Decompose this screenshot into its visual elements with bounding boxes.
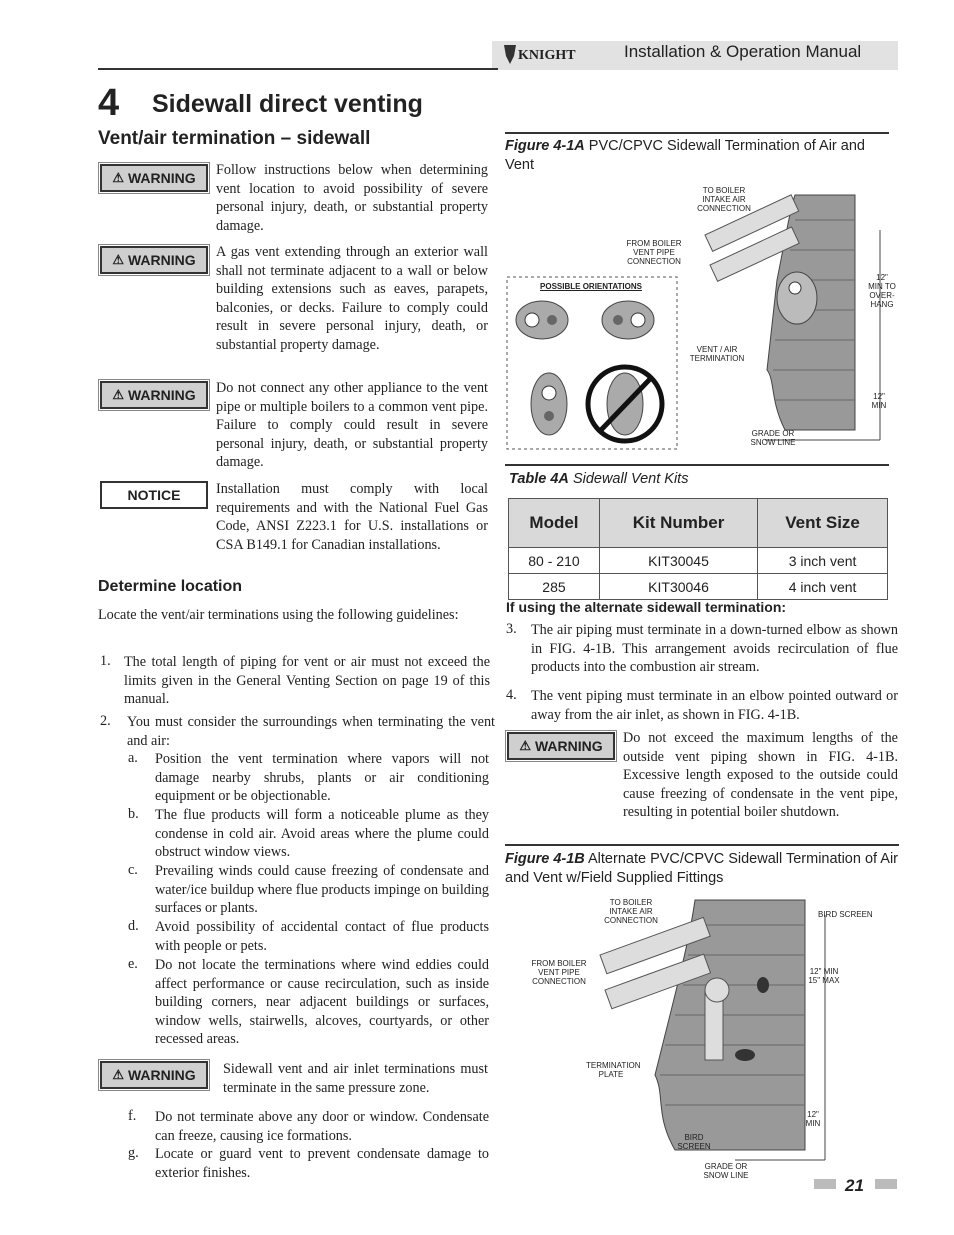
figure-1a-diagram (505, 180, 889, 460)
warning-icon: ⚠ (112, 1067, 124, 1082)
table-header: Model (509, 499, 600, 548)
sidewall-vent-kits-table (508, 498, 888, 600)
table-cell: 4 inch vent (758, 574, 888, 600)
determine-title: Determine location (98, 578, 243, 595)
chapter-number: 4 (98, 82, 120, 124)
fig1a-label-intake: TO BOILER INTAKE AIR CONNECTION (697, 186, 751, 213)
fig1b-label-bird2: BIRD SCREEN (677, 1133, 711, 1151)
table-cell: KIT30045 (599, 548, 757, 574)
list-item: The vent piping must terminate in an elbow pointed outward or away from the air inlet, as shown in FIG. 4-1B. (531, 688, 898, 723)
manual-title: Installation & Operation Manual (624, 42, 862, 61)
warning-badge-2: ⚠ WARNING (100, 246, 208, 274)
subitem-letter: e. (128, 956, 138, 972)
list-item: Do not locate the terminations where wind eddies could affect performance or cause recirculation, such as inside building corners, near adjacent buildings or surfaces, window wells, stairwells, alcoves, courtyards, or other recessed areas. (155, 957, 489, 1048)
warning-badge-1: ⚠ WARNING (100, 164, 208, 192)
figure-1b-caption: Figure 4-1B Alternate PVC/CPVC Sidewall Termination of Air and Vent w/Field Supplied Fittings (505, 851, 899, 886)
subitem-letter: g. (128, 1145, 139, 1161)
footer-bar-right (875, 1179, 897, 1189)
warning-text-2: A gas vent extending through an exterior wall shall not terminate adjacent to a wall or below building extensions such as eaves, parapets, balconies, or decks. Failure to comply could result in severe personal injury, death, or substantial property damage. (216, 244, 488, 353)
figure-rule (505, 132, 889, 134)
list-item: Position the vent termination where vapors will not damage nearby shrubs, plants or air conditioning equipment or be objectionable. (155, 751, 489, 805)
warning-badge-5: ⚠ WARNING (507, 732, 615, 760)
list-item: Locate or guard vent to prevent condensate damage to exterior finishes. (155, 1146, 489, 1181)
list-item: Do not terminate above any door or window. Condensate can freeze, causing ice formations. (155, 1109, 489, 1144)
item-number: 3. (506, 621, 517, 637)
table-row (509, 574, 888, 600)
notice-badge: NOTICE (100, 481, 208, 509)
table-caption: Table 4A Sidewall Vent Kits (509, 471, 689, 487)
item-number: 2. (100, 713, 111, 729)
fig1b-label-vent: FROM BOILER VENT PIPE CONNECTION (531, 959, 587, 986)
warning-icon: ⚠ (519, 738, 531, 753)
fig1a-label-vent: FROM BOILER VENT PIPE CONNECTION (626, 239, 682, 266)
list-item: Prevailing winds could cause freezing of condensate and water/ice buildup where flue products impinge on building surfaces or plants. (155, 863, 489, 917)
header-rule (98, 68, 498, 70)
knight-logo (500, 42, 586, 68)
warning-icon: ⚠ (112, 387, 124, 402)
warning-icon: ⚠ (112, 252, 124, 267)
fig1b-label-min12: 12" MIN (805, 1110, 821, 1128)
warning-badge-4: ⚠ WARNING (100, 1061, 208, 1089)
warning-badge-3: ⚠ WARNING (100, 381, 208, 409)
figure-1a-caption: Figure 4-1A PVC/CPVC Sidewall Termination of Air and Vent (505, 138, 865, 173)
fig1b-label-grade: GRADE OR SNOW LINE (703, 1162, 749, 1180)
notice-text: Installation must comply with local requirements and with the National Fuel Gas Code, ANSI Z223.1 for U.S. installations or CSA B149.1 for Canadian installations. (216, 481, 488, 553)
subitem-letter: d. (128, 918, 139, 934)
list-item: The flue products will form a noticeable plume as they condense in cold air. Avoid areas where the plume could obstruct window views. (155, 807, 489, 861)
table-cell: 3 inch vent (758, 548, 888, 574)
alternate-heading: If using the alternate sidewall termination: (506, 599, 787, 615)
subitem-letter: b. (128, 806, 139, 822)
warning-text-5: Do not exceed the maximum lengths of the outside vent piping shown in FIG. 4-1B. Excessive length exposed to the outside could cause freezing of condensate in the vent pipe, resulting in potential boiler shutdown. (623, 730, 898, 821)
determine-intro: Locate the vent/air terminations using the following guidelines: (98, 607, 459, 623)
footer-bar-left (814, 1179, 836, 1189)
fig1b-label-bird-screen: BIRD SCREEN (818, 910, 873, 919)
table-cell: 80 - 210 (509, 548, 600, 574)
fig1b-label-plate: TERMINATION PLATE (586, 1061, 641, 1079)
list-item: The total length of piping for vent or air must not exceed the limits given in the General Venting Section on page 19 of this manual. (124, 654, 490, 708)
table-header: Vent Size (758, 499, 888, 548)
chapter-title: Sidewall direct venting (152, 90, 423, 118)
fig1a-label-termination: VENT / AIR TERMINATION (689, 345, 745, 363)
table-rule (505, 464, 889, 466)
table-cell: KIT30046 (599, 574, 757, 600)
table-row (509, 548, 888, 574)
table-header: Kit Number (599, 499, 757, 548)
page-number: 21 (845, 1176, 864, 1195)
warning-icon: ⚠ (112, 170, 124, 185)
item-number: 4. (506, 687, 517, 703)
fig1a-label-min12: 12" MIN (871, 392, 887, 410)
list-item: You must consider the surroundings when terminating the vent and air: (127, 714, 495, 749)
warning-text-4: Sidewall vent and air inlet terminations must terminate in the same pressure zone. (223, 1061, 488, 1096)
warning-text-1: Follow instructions below when determining vent location to avoid possibility of severe personal injury, death, or substantial property damage. (216, 162, 488, 234)
subitem-letter: f. (128, 1108, 137, 1124)
fig1a-label-orientations: POSSIBLE ORIENTATIONS (540, 282, 642, 291)
list-item: Avoid possibility of accidental contact of flue products with people or pets. (155, 919, 489, 954)
fig1a-label-overhang: 12" MIN TO OVER- HANG (868, 273, 896, 309)
subitem-letter: c. (128, 862, 138, 878)
item-number: 1. (100, 653, 111, 669)
fig1b-label-intake: TO BOILER INTAKE AIR CONNECTION (604, 898, 658, 925)
section-title: Vent/air termination – sidewall (98, 128, 371, 149)
fig1a-label-grade: GRADE OR SNOW LINE (750, 429, 796, 447)
table-cell: 285 (509, 574, 600, 600)
fig1b-label-range: 12" MIN 15" MAX (808, 967, 840, 985)
subitem-letter: a. (128, 750, 138, 766)
list-item: The air piping must terminate in a down-turned elbow as shown in FIG. 4-1B. This arrangement avoids recirculation of flue products into the combustion air stream. (531, 622, 898, 676)
warning-text-3: Do not connect any other appliance to the vent pipe or multiple boilers to a common vent pipe. Failure to comply could result in severe personal injury, death, or substantial property damage. (216, 380, 488, 471)
figure-rule (505, 844, 899, 846)
logo-text: KNIGHT (518, 48, 576, 63)
